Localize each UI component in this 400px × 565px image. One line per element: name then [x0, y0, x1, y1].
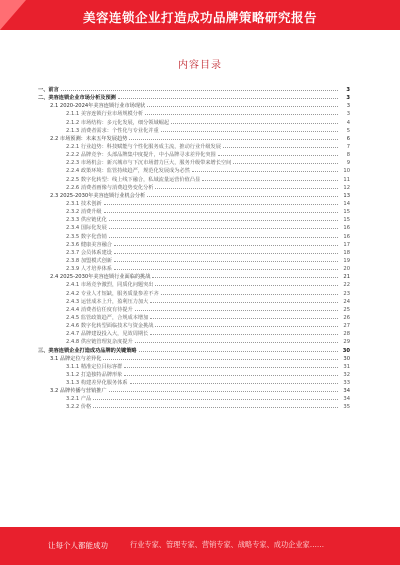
- toc-entry[interactable]: [38, 143, 350, 151]
- toc-dot-leader: [171, 119, 338, 124]
- toc-entry[interactable]: [38, 159, 350, 167]
- toc-dot-leader: [130, 379, 338, 384]
- toc-entry-title: 2.4.6 数字化转型面临技术与资金挑战: [66, 323, 154, 330]
- toc-page-number: 29: [343, 339, 350, 346]
- toc-entry-title: 2.3.9 人才培养体系: [66, 266, 112, 273]
- toc-entry-title: 2.3.6 健康美容融合: [66, 241, 112, 248]
- toc-page-number: 3: [346, 95, 350, 102]
- toc-entry-title: 3.2 品牌传播与营销推广: [50, 388, 107, 395]
- toc-entry[interactable]: [38, 200, 350, 208]
- toc-page-number: 17: [343, 241, 350, 248]
- toc-page-number: 13: [343, 192, 350, 199]
- toc-entry-title: 二、美容连锁企业市场分析及预测: [38, 95, 116, 102]
- toc-dot-leader: [161, 290, 338, 295]
- toc-entry-title: 3.1.3 构建差异化服务体系: [66, 380, 128, 387]
- toc-entry-title: 2.2.4 政策环境：监管持续趋严，规范化发展成为必然: [66, 168, 190, 175]
- toc-entry[interactable]: [38, 395, 350, 403]
- toc-entry-title: 2.3.5 数字化营销: [66, 233, 107, 240]
- toc-entry[interactable]: [38, 119, 350, 127]
- toc-page-number: 7: [346, 143, 350, 150]
- toc-page-number: 19: [343, 257, 350, 264]
- toc-entry-title: 2.4.1 市场竞争激烈，同质化问题突出: [66, 282, 154, 289]
- toc-entry[interactable]: [38, 306, 350, 314]
- toc-entry-title: 2.4 2025-2030年美容连锁行业面临的挑战: [50, 274, 151, 281]
- toc-entry[interactable]: [38, 127, 350, 135]
- toc-dot-leader: [129, 135, 338, 140]
- toc-entry[interactable]: [38, 110, 350, 118]
- toc-entry-title: 2.4.8 供应链管理复杂度提升: [66, 339, 133, 346]
- toc-dot-leader: [104, 200, 338, 205]
- toc-entry-title: 3.1.2 打造独特品牌形象: [66, 371, 123, 378]
- toc-entry[interactable]: [38, 387, 350, 395]
- toc-dot-leader: [109, 233, 338, 238]
- toc-page-number: 31: [343, 363, 350, 370]
- footer-slogan: 让每个人都能成功: [48, 541, 108, 550]
- toc-entry[interactable]: [38, 314, 350, 322]
- toc-dot-leader: [118, 94, 338, 99]
- toc-entry-title: 2.3.3 供应链优化: [66, 217, 107, 224]
- toc-page-number: 32: [343, 371, 350, 378]
- toc-dot-leader: [223, 143, 338, 148]
- toc-dot-leader: [93, 395, 338, 400]
- toc-dot-leader: [155, 184, 338, 189]
- toc-dot-leader: [109, 224, 338, 229]
- toc-entry[interactable]: [38, 379, 350, 387]
- toc-dot-leader: [93, 403, 338, 408]
- toc-heading: 内容目录: [178, 60, 222, 71]
- toc-entry-title: 2.1.3 消费者需求：个性化与专业化并重: [66, 127, 159, 134]
- toc-page-number: 23: [343, 290, 350, 297]
- toc-page-number: 8: [346, 152, 350, 159]
- toc-entry-title: 2.3 2025-2030年美容连锁行业机会分析: [50, 192, 146, 199]
- toc-dot-leader: [114, 241, 338, 246]
- toc-entry-title: 3.1 品牌定位与差异化: [50, 355, 102, 362]
- toc-entry[interactable]: [38, 249, 350, 257]
- table-of-contents: [38, 86, 350, 412]
- toc-entry[interactable]: [38, 290, 350, 298]
- toc-entry-title: 3.2.1 产品: [66, 396, 92, 403]
- toc-entry[interactable]: [38, 265, 350, 273]
- toc-entry[interactable]: [38, 330, 350, 338]
- toc-entry-title: 2.3.2 消费升级: [66, 209, 102, 216]
- toc-entry[interactable]: [38, 135, 350, 143]
- toc-page-number: 16: [343, 225, 350, 232]
- toc-dot-leader: [124, 371, 338, 376]
- toc-dot-leader: [192, 167, 338, 172]
- toc-dot-leader: [152, 273, 338, 278]
- toc-entry-title: 2.4.4 消费者信任度有待提升: [66, 306, 133, 313]
- toc-entry-title: 2.2 市场预测：未来五年发展趋势: [50, 135, 128, 142]
- toc-dot-leader: [150, 330, 338, 335]
- toc-entry-title: 2.2.6 消费者画像与消费趋势变化分析: [66, 184, 154, 191]
- toc-entry-title: 2.2.5 数字化转型：线上线下融合，私域流量运营价值凸显: [66, 176, 201, 183]
- toc-entry-title: 一、前言: [38, 87, 59, 93]
- toc-entry-title: 2.3.4 国际化发展: [66, 225, 107, 232]
- toc-page-number: 30: [343, 355, 350, 362]
- toc-entry[interactable]: [38, 281, 350, 289]
- toc-entry-title: 2.1.2 市场结构：多元化发展，细分领域崛起: [66, 119, 170, 126]
- toc-entry[interactable]: [38, 371, 350, 379]
- toc-entry-title: 3.2.2 价格: [66, 404, 92, 411]
- toc-dot-leader: [155, 281, 338, 286]
- toc-page-number: 25: [343, 306, 350, 313]
- toc-dot-leader: [150, 314, 338, 319]
- toc-page-number: 3: [346, 87, 350, 93]
- toc-entry[interactable]: [38, 233, 350, 241]
- toc-entry[interactable]: [38, 224, 350, 232]
- toc-dot-leader: [139, 347, 338, 352]
- toc-dot-leader: [114, 257, 338, 262]
- toc-entry-title: 2.2.3 市场机会：新兴城市与下沉市场潜力巨大，服务升级带来增长空间: [66, 160, 232, 167]
- toc-entry[interactable]: [38, 273, 350, 281]
- toc-entry-title: 2.4.5 监管政策趋严，合规成本增加: [66, 314, 149, 321]
- toc-entry-title: 2.4.2 专业人才短缺，服务质量参差不齐: [66, 290, 159, 297]
- toc-entry[interactable]: [38, 363, 350, 371]
- toc-entry-title: 2.4.7 品牌建设投入大，见效周期长: [66, 331, 149, 338]
- toc-page-number: 27: [343, 323, 350, 330]
- toc-page-number: 15: [343, 217, 350, 224]
- toc-page-number: 3: [346, 111, 350, 118]
- page-header: [0, 0, 400, 30]
- toc-page-number: 14: [343, 200, 350, 207]
- toc-dot-leader: [135, 306, 338, 311]
- toc-dot-leader: [233, 159, 338, 164]
- toc-dot-leader: [109, 216, 338, 221]
- toc-dot-leader: [135, 338, 338, 343]
- toc-entry[interactable]: [38, 257, 350, 265]
- page-footer: [0, 527, 400, 565]
- toc-entry[interactable]: [38, 184, 350, 192]
- toc-page-number: 24: [343, 298, 350, 305]
- report-title: 美容连锁企业打造成功品牌策略研究报告: [82, 10, 317, 25]
- toc-page-number: 28: [343, 331, 350, 338]
- toc-page-number: 5: [346, 127, 350, 134]
- toc-page-number: 34: [343, 388, 350, 395]
- toc-entry[interactable]: [38, 94, 350, 102]
- toc-entry[interactable]: [38, 355, 350, 363]
- toc-entry-title: 2.4.3 运营成本上升，盈利压力加大: [66, 298, 149, 305]
- toc-entry[interactable]: [38, 347, 350, 355]
- toc-entry[interactable]: [38, 151, 350, 159]
- toc-entry[interactable]: [38, 167, 350, 175]
- toc-entry[interactable]: [38, 208, 350, 216]
- toc-entry[interactable]: [38, 338, 350, 346]
- toc-dot-leader: [161, 127, 338, 132]
- toc-page-number: 16: [343, 233, 350, 240]
- toc-entry-title: 2.3.8 加盟模式创新: [66, 257, 112, 264]
- toc-page-number: 20: [343, 266, 350, 273]
- toc-dot-leader: [155, 322, 338, 327]
- toc-entry[interactable]: [38, 403, 350, 411]
- toc-page-number: 6: [346, 135, 350, 142]
- toc-page-number: 12: [343, 184, 350, 191]
- toc-entry[interactable]: [38, 322, 350, 330]
- toc-page-number: 26: [343, 314, 350, 321]
- toc-entry-title: 2.1 2020-2024年美容连锁行业市场现状: [50, 103, 146, 110]
- toc-page-number: 18: [343, 249, 350, 256]
- toc-entry[interactable]: [38, 216, 350, 224]
- toc-page-number: 22: [343, 282, 350, 289]
- toc-dot-leader: [114, 265, 338, 270]
- toc-page-number: 3: [346, 103, 350, 110]
- toc-entry-title: 三、美容连锁企业打造成功品牌的关键策略: [38, 347, 137, 354]
- toc-page-number: 15: [343, 209, 350, 216]
- toc-page-number: 30: [342, 347, 350, 354]
- toc-dot-leader: [61, 86, 338, 91]
- toc-dot-leader: [114, 249, 338, 254]
- toc-entry-title: 2.3.1 技术创新: [66, 200, 102, 207]
- toc-dot-leader: [147, 192, 338, 197]
- toc-entry-title: 2.1.1 美容连锁行业市场规模分析: [66, 111, 144, 118]
- toc-dot-leader: [150, 298, 338, 303]
- toc-entry[interactable]: [38, 176, 350, 184]
- toc-dot-leader: [202, 176, 338, 181]
- toc-dot-leader: [103, 355, 338, 360]
- toc-page-number: 11: [343, 176, 350, 183]
- toc-dot-leader: [109, 387, 338, 392]
- toc-entry-title: 2.3.7 会员体系建设: [66, 249, 112, 256]
- toc-page-number: 10: [343, 168, 350, 175]
- toc-entry[interactable]: [38, 298, 350, 306]
- footer-tagline: 行业专家、管理专家、营销专家、战略专家、成功企业家……: [130, 540, 325, 549]
- toc-page-number: 33: [343, 380, 350, 387]
- toc-entry[interactable]: [38, 102, 350, 110]
- toc-entry-title: 2.2.2 品牌竞争：头部品牌集中度提升，中小品牌寻求差异化突围: [66, 152, 216, 159]
- toc-dot-leader: [124, 363, 338, 368]
- toc-entry-title: 3.1.1 精准定位目标客群: [66, 363, 123, 370]
- toc-entry[interactable]: [38, 192, 350, 200]
- toc-dot-leader: [147, 102, 338, 107]
- toc-page-number: 21: [343, 274, 350, 281]
- toc-entry-title: 2.2.1 行业趋势：科技赋能与个性化服务成主流，推动行业升级发展: [66, 143, 221, 150]
- toc-dot-leader: [218, 151, 338, 156]
- toc-page-number: 9: [346, 160, 350, 167]
- toc-page-number: 35: [343, 404, 350, 411]
- toc-page-number: 4: [346, 119, 350, 126]
- toc-entry[interactable]: [38, 86, 350, 94]
- toc-dot-leader: [104, 208, 338, 213]
- toc-page-number: 34: [343, 396, 350, 403]
- toc-dot-leader: [145, 110, 338, 115]
- toc-entry[interactable]: [38, 241, 350, 249]
